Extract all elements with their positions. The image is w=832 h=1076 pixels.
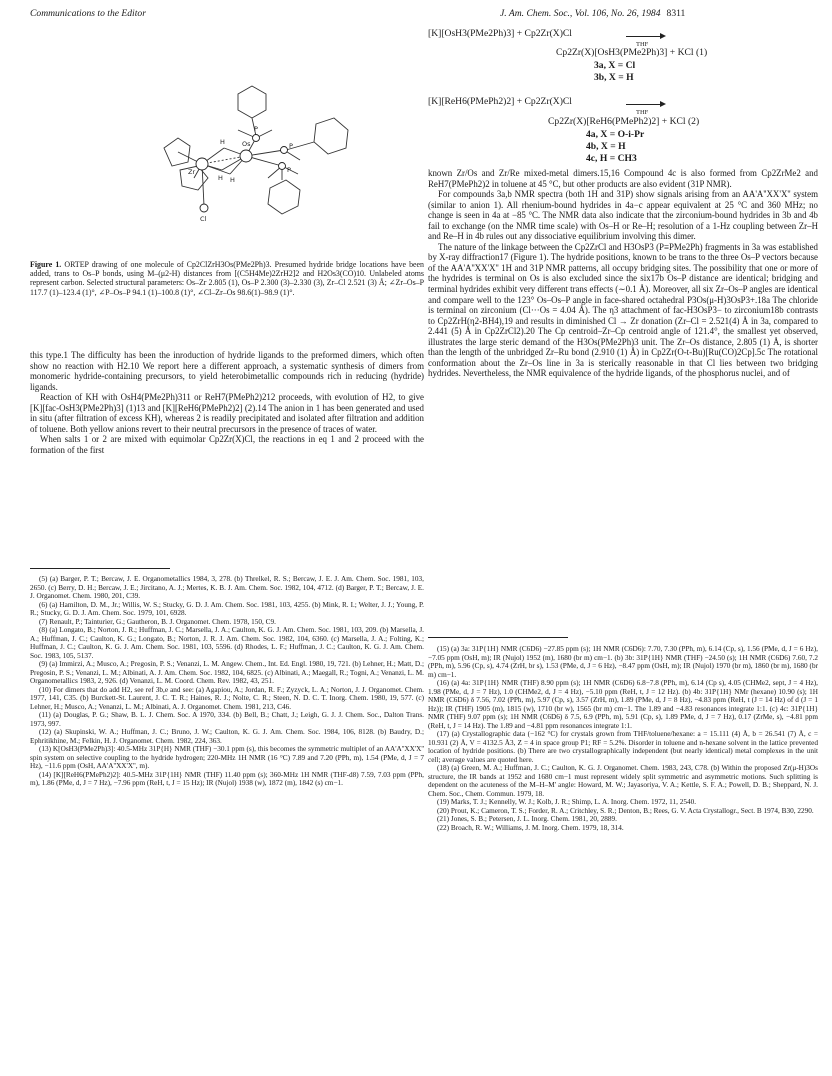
reference-item: (15) (a) 3a: 31P{1H} NMR (C6D6) −27.85 ppm (s); 1H NMR (C6D6): 7.70, 7.30 (PPh, m), 6.14 (Cp, s), 1.56 (PMe, d, J = 6 Hz), −7.05 ppm (OsH, m); IR (Nujol) 1952 (m), 1680 (br m) cm−1. (b) 3b: 31P{1H} NMR (THF) −24.50 (s); 1H NMR (C6D6) 7.60, 7.2 (PPh, m), 5.96 (Cp, s), 4.74 (ZrH, br s), 1.53 (PMe, d, J = 6 Hz), −8.47 ppm (OsH, m); IR (Nujol) 1970 (br m), 1860 (br m), 1680 (br m) cm−1. xyxy=(428,645,818,679)
body-paragraph: For compounds 3a,b NMR spectra (both 1H and 31P) show signals arising from an AA'A''XX'X'' system (similar to anion 1). All rhenium-bound hydrides in 4a−c appear equivalent at 25 °C and 360 MHz; no change is seen in 4a at −85 °C. The NMR data also indicate that the zirconium-bound hydrides in 3b and 4b fail to exchange (on the NMR time scale) with Os–H or Re–H; resolution of a 1-Hz coupling between Zr–H and Re–H in 4b rules out any dissociative equilibrium involving this dimer. xyxy=(428,189,818,242)
atom-label-h2: H xyxy=(218,174,223,182)
reference-item: (18) (a) Green, M. A.; Huffman, J. C.; Caulton, K. G. J. Organomet. Chem. 1983, 243, C78. (b) Within the proposed Zr(μ-H)3Os structure, the IR bands at 1952 and 1680 cm−1 must represent widely split symmetric and asymmetric motions. Such splitting is dependent on the acuteness of the M–H–M' angle: Howard, M. W.; Jayasoriya, V. A.; Kettle, S. F. A.; Powell, D. B.; Sheppard, N. J. Chem. Soc., Chem. Commun. 1979, 18. xyxy=(428,764,818,798)
eq1-compound-b: 3b, X = H xyxy=(594,72,634,83)
figure-caption-label: Figure 1. xyxy=(30,260,62,269)
atom-label-h1: H xyxy=(220,138,225,146)
eq1-arrow-head xyxy=(660,33,666,39)
reference-item: (19) Marks, T. J.; Kennelly, W. J.; Kolb, J. R.; Shimp, L. A. Inorg. Chem. 1972, 11, 2540. xyxy=(437,798,697,806)
atom-label-zr: Zr xyxy=(188,168,196,176)
reference-item: (20) Prout, K.; Cameron, T. S.; Forder, R. A.; Critchley, S. R.; Denton, B.; Rees, G. V. Acta Crystallogr., Sect. B 1974, B30, 2290. xyxy=(437,806,814,815)
p-atom-2 xyxy=(281,147,288,154)
phenyl-ring-right xyxy=(314,118,348,154)
reference-item: (6) (a) Hamilton, D. M., Jr.; Willis, W. S.; Stucky, G. D. J. Am. Chem. Soc. 1981, 103, 4255. (b) Mink, R. I.; Welter, J. J.; Young, P. R.; Stucky, G. D. J. Am. Chem. Soc. 1979, 101, 6928. xyxy=(30,600,424,617)
atom-label-os: Os xyxy=(242,140,251,148)
running-header-left: Communications to the Editor xyxy=(30,8,146,19)
eq2-products: Cp2Zr(X)[ReH6(PMePh2)2] + KCl (2) xyxy=(548,116,700,127)
phenyl-ring-top xyxy=(238,86,266,118)
eq1-products: Cp2Zr(X)[OsH3(PMe2Ph)3] + KCl (1) xyxy=(556,47,708,58)
reference-item: (17) (a) Crystallographic data (−162 °C) for crystals grown from THF/toluene/hexane: a = 15.111 (4) Å, b = 26.541 (7) Å, c = 10.931 (2) Å, V = 4132.5 Å3, Z = 4 in space group P1; RF = 5.2%. Disorder in toluene and n-hexane solvent in the lattice prevented location of hydride positions. (b) There are two crystallographically independent (but nearly identical) metal complexes in the unit cell; average values are quoted here. xyxy=(428,730,818,764)
eq2-compound-a: 4a, X = O-i-Pr xyxy=(586,129,645,140)
reference-item: (14) [K][ReH6(PMePh2)2]: 40.5-MHz 31P{1H} NMR (THF) 11.40 ppm (s); 360-MHz 1H NMR (THF-d8) 7.59, 7.03 ppm (PPh, m), 1.86 (PMe, d, J = 7 Hz), −7.96 ppm (ReH, t, J = 15 Hz); IR (Nujol) 1938 (w), 1872 (m), 1842 (s) cm−1. xyxy=(30,770,424,787)
left-body-text xyxy=(30,350,424,455)
journal-citation: J. Am. Chem. Soc., Vol. 106, No. 26, 1984 xyxy=(500,8,661,19)
right-references xyxy=(428,645,818,832)
footnote-rule-right xyxy=(428,637,568,638)
footnote-rule-left xyxy=(30,568,170,569)
body-paragraph: When salts 1 or 2 are mixed with equimolar Cp2Zr(X)Cl, the reactions in eq 1 and 2 proceed with the formation of the first xyxy=(30,434,424,455)
cl-atom xyxy=(200,204,208,212)
eq2-arrow-head xyxy=(660,101,666,107)
reference-item: (22) Broach, R. W.; Williams, J. M. Inorg. Chem. 1979, 18, 314. xyxy=(437,823,624,832)
body-paragraph: The nature of the linkage between the Cp2ZrCl and H3OsP3 (P≡PMe2Ph) fragments in 3a was established by X-ray diffraction17 (Figure 1). The hydride positions, known to be trans to the three Os–P vectors because of the AA'A''XX'X'' 1H and 31P NMR patterns, all occupy bridging sites. The possibility that one or more of the hydrides is terminal on Os is also excluded since the six17b Os–P distance are identical; bridging and terminal hydrides exhibit very different trans effects (∼0.1 Å). Moreover, all six Zr–Os–P angles are identical and compare well to the 123° Os–Os–P angle in face-shared octahedral P3Os(μ-H)3OsP3+.18a The chloride is terminal on zirconium (Cl···Os = 4.04 Å). The η3 attachment of fac-H3OsP3− to zirconium18b contrasts to Cp2ZrH(η2-BH4),19 and results in diminished Cl → Zr donation (Zr–Cl = 2.521(4) Å in 3a, compared to 2.441 (5) Å in Cp2ZrCl2).20 The Cp centroid–Zr–Cp centroid angle of 121.4°, the smallest yet observed, illustrates the large steric demand of the H3Os(PMe2Ph)3 unit. The Zr–Os distance, 2.805 (1) Å, is shorter than the length of the unbridged Zr–Ru bond (2.910 (1) Å) in Cp2Zr(O-t-Bu)[Ru(CO)2Cp].5c The rotational conformation about the Zr–Os line in 3a is sterically reasonable in that Cl lies between two bridging hydrides. Nevertheless, the NMR equivalence of the hydride ligands, of the phosphorus nuclei, and of xyxy=(428,241,818,379)
reference-item: (13) K[OsH3(PMe2Ph)3]: 40.5-MHz 31P{H} NMR (THF) −30.1 ppm (s), this becomes the symmetric multiplet of an AA'A''XX'X'' spin system on selective coupling to the hydride hydrogen; 220-MHz 1H NMR (16 °C) 7.89 and 7.20 (PPh, m), 1.54 (PMe, d, J = 7 Hz), −11.6 ppm (OsH, AA'A''XX'X'', m). xyxy=(30,745,424,770)
reference-item: (5) (a) Barger, P. T.; Bercaw, J. E. Organometallics 1984, 3, 278. (b) Threlkel, R. S.; Bercaw, J. E. J. Am. Chem. Soc. 1981, 103, 2650. (c) Berry, D. H.; Bercaw, J. E.; Jircitano, A. J.; Mertes, K. B. J. Am. Chem. Soc. 1982, 104, 4712. (d) Barger, P. T.; Bercaw, J. E. J. Organomet. Chem. 1980, 201, C39. xyxy=(30,575,424,600)
right-body-text xyxy=(428,168,818,379)
zr-atom xyxy=(196,158,208,170)
reference-item: (7) Renault, P.; Tainturier, G.; Gautheron, B. J. Organomet. Chem. 1978, 150, C9. xyxy=(39,617,276,626)
ortep-figure xyxy=(150,78,370,256)
p-atom-1 xyxy=(253,135,260,142)
phenyl-ring-bottom xyxy=(268,180,300,214)
reference-item: (11) (a) Douglas, P. G.; Shaw, B. L. J. Chem. Soc. A 1970, 334. (b) Bell, B.; Chatt, J.; Leigh, G. J. J. Chem. Soc., Dalton Trans. 1973, 997. xyxy=(30,711,424,728)
atom-label-p2: P xyxy=(289,142,293,150)
eq1-reactants: [K][OsH3(PMe2Ph)3] + Cp2Zr(X)Cl xyxy=(428,28,572,39)
eq2-arrow xyxy=(626,104,662,105)
eq2-solvent: THF xyxy=(636,109,649,116)
figure-caption xyxy=(30,260,424,297)
atom-label-h3: H xyxy=(230,176,235,184)
reference-item: (9) (a) Immirzi, A.; Musco, A.; Pregosin, P. S.; Venanzi, L. M. Angew. Chem., Int. Ed. Engl. 1980, 19, 721. (b) Lehner, H.; Matt, D.; Pregosin, P. S.; Venanzi, L. M.; Albinati, A. J. Am. Chem. Soc. 1982, 104, 6825. (c) Albinati, A.; Maegall, R.; Togni, A.; Venanzi, L. M. Organometallics 1983, 2, 926. (d) Venanzi, L. M. Coord. Chem. Rev. 1982, 43, 251. xyxy=(30,660,424,685)
eq1-arrow xyxy=(626,36,662,37)
p-atom-3 xyxy=(279,163,286,170)
reference-item: (21) Jones, S. B.; Petersen, J. L. Inorg. Chem. 1981, 20, 2889. xyxy=(437,815,617,823)
left-references xyxy=(30,575,424,788)
os-atom xyxy=(240,150,252,162)
figure-caption-text: ORTEP drawing of one molecule of Cp2ClZrH3Os(PMe2Ph)3. Presumed hydride bridge locations have been added, trans to Os–P bonds, using M–(μ2-H) distances from [(C5H4Me)2ZrH2]2 and H2Os3(CO)10. Unlabeled atoms represent carbon. Selected structural parameters: Os–Zr 2.805 (1), Os–P 2.300 (3)–2.330 (3), Zr–Cl 2.521 (3) Å; ∠Zr–Os–P 117.7 (1)–123.4 (1)°, ∠P–Os–P 94.1 (1)–100.8 (1)°, ∠Cl–Zr–Os 98.6(1)–98.9 (1)°. xyxy=(30,260,424,297)
eq1-solvent: THF xyxy=(636,41,649,48)
reference-item: (10) For dimers that do add H2, see ref 3b,e and see: (a) Agapiou, A.; Jordan, R. F.; Zyzyck, L. A.; Norton, J. J. Organomet. Chem. 1977, 141, C35. (b) Burckett-St. Laurent, J. C. T. R.; Haines, R. J.; Nolte, C. R.; Steen, N. D. C. T. Inorg. Chem. 1980, 19, 577. (c) Lehner, H.; Musco, A.; Venanzi, L. M.; Albinati, A. J. Organomet. Chem. 1981, 213, C46. xyxy=(30,685,424,711)
reference-item: (12) (a) Skupinski, W. A.; Huffman, J. C.; Bruno, J. W.; Caulton, K. G. J. Am. Chem. Soc. 1984, 106, 8128. (b) Baudry, D.; Ephritikhine, M.; Felkin, H. J. Organomet. Chem. 1982, 224, 363. xyxy=(30,728,424,745)
body-paragraph: known Zr/Os and Zr/Re mixed-metal dimers.15,16 Compound 4c is also formed from Cp2ZrMe2 and ReH7(PMePh2)2 in toluene at 45 °C, but other products are also evident (31P NMR). xyxy=(428,168,818,189)
atom-label-p1: P xyxy=(254,125,258,133)
atom-label-cl: Cl xyxy=(200,215,207,223)
running-header-right xyxy=(500,8,685,19)
eq2-compound-c: 4c, H = CH3 xyxy=(586,153,637,164)
reference-item: (16) (a) 4a: 31P{1H} NMR (THF) 8.90 ppm (s); 1H NMR (C6D6) 6.8−7.8 (PPh, m), 6.14 (Cp s), 4.05 (CHMe2, sept, J = 4 Hz), 1.98 (PMe, d, J = 7 Hz), 1.0 (CHMe2, d, J = 4 Hz), −5.10 ppm (ReH, t, J = 12 Hz). (b) 4b: 31P{1H} NMr (hexane) 10.90 (s); 1H NMR (C6D6) δ 7.56, 7.02 (PPh, m), 5.97 (Cp, s), 3.57 (ZrH, m), 1.89 (PMe, d, J = 8 Hz), −4.83 ppm (ReH, t (J = 14 Hz) of d (J = 1 Hz)); IR (THF) 1905 (m), 1815 (w), 1710 (br w), 1565 (br m) cm−1. The 1.89 and −4.83 resonances integrate 1:1. (c) 4c: 31P{1H} NMR (THF) 9.07 ppm (s); 1H NMR (C6D6) δ 7.5, 6.9 (PPh, m), 5.91 (Cp, s), 1.89 PMe, d, J = 7 Hz), 0.17 (ZrMe, s), −4.81 ppm (ReH, t, J = 14 Hz). The 1.89 and −4.81 ppm resonances integrate 1:1. xyxy=(428,679,818,730)
body-paragraph: this type.1 The difficulty has been the inroduction of hydride ligands to the preformed dimers, which often show no reaction with H2.10 We report here a different approach, a systematic synthesis of dimers from monomeric hydride-containing precursors, to yield heterobimetallic compounds rich in reducing (hydride) ligands. xyxy=(30,350,424,392)
eq2-reactants: [K][ReH6(PMePh2)2] + Cp2Zr(X)Cl xyxy=(428,96,572,107)
body-paragraph: Reaction of KH with OsH4(PMe2Ph)311 or ReH7(PMePh2)212 proceeds, with evolution of H2, to give [K][fac-OsH3(PMe2Ph)3] (1)13 and [K][ReH6(PMePh2)2] (2).14 The anion in 1 has been generated and used in situ (after filtration of excess KH), whereas 2 is readily precipitated and isolated after filtration and addition of toluene. Both yellow anions revert to their neutral precursors in the presence of traces of water. xyxy=(30,392,424,434)
atom-label-p3: P xyxy=(287,166,291,174)
page-number: 8311 xyxy=(666,8,686,19)
cp-ring-left xyxy=(164,138,190,166)
reference-item: (8) (a) Longato, B.; Norton, J. R.; Huffman, J. C.; Marsella, J. A.; Caulton, K. G. J. Am. Chem. Soc. 1981, 103, 209. (b) Marsella, J. A.; Huffman, J. C.; Caulton, K. G.; Longato, B.; Norton, J. R. J. Am. Chem. Soc. 1982, 104, 6360. (c) Marsella, J. A.; Folting, K.; Huffman, J. C.; Caulton, K. G. J. Am. Chem. Soc. 1981, 103, 5596. (d) Rhodes, L. F.; Huffman, J. C.; Caulton, K. G. J. Am. Chem. Soc. 1983, 105, 5137. xyxy=(30,626,424,660)
eq1-compound-a: 3a, X = Cl xyxy=(594,60,636,71)
eq2-compound-b: 4b, X = H xyxy=(586,141,626,152)
